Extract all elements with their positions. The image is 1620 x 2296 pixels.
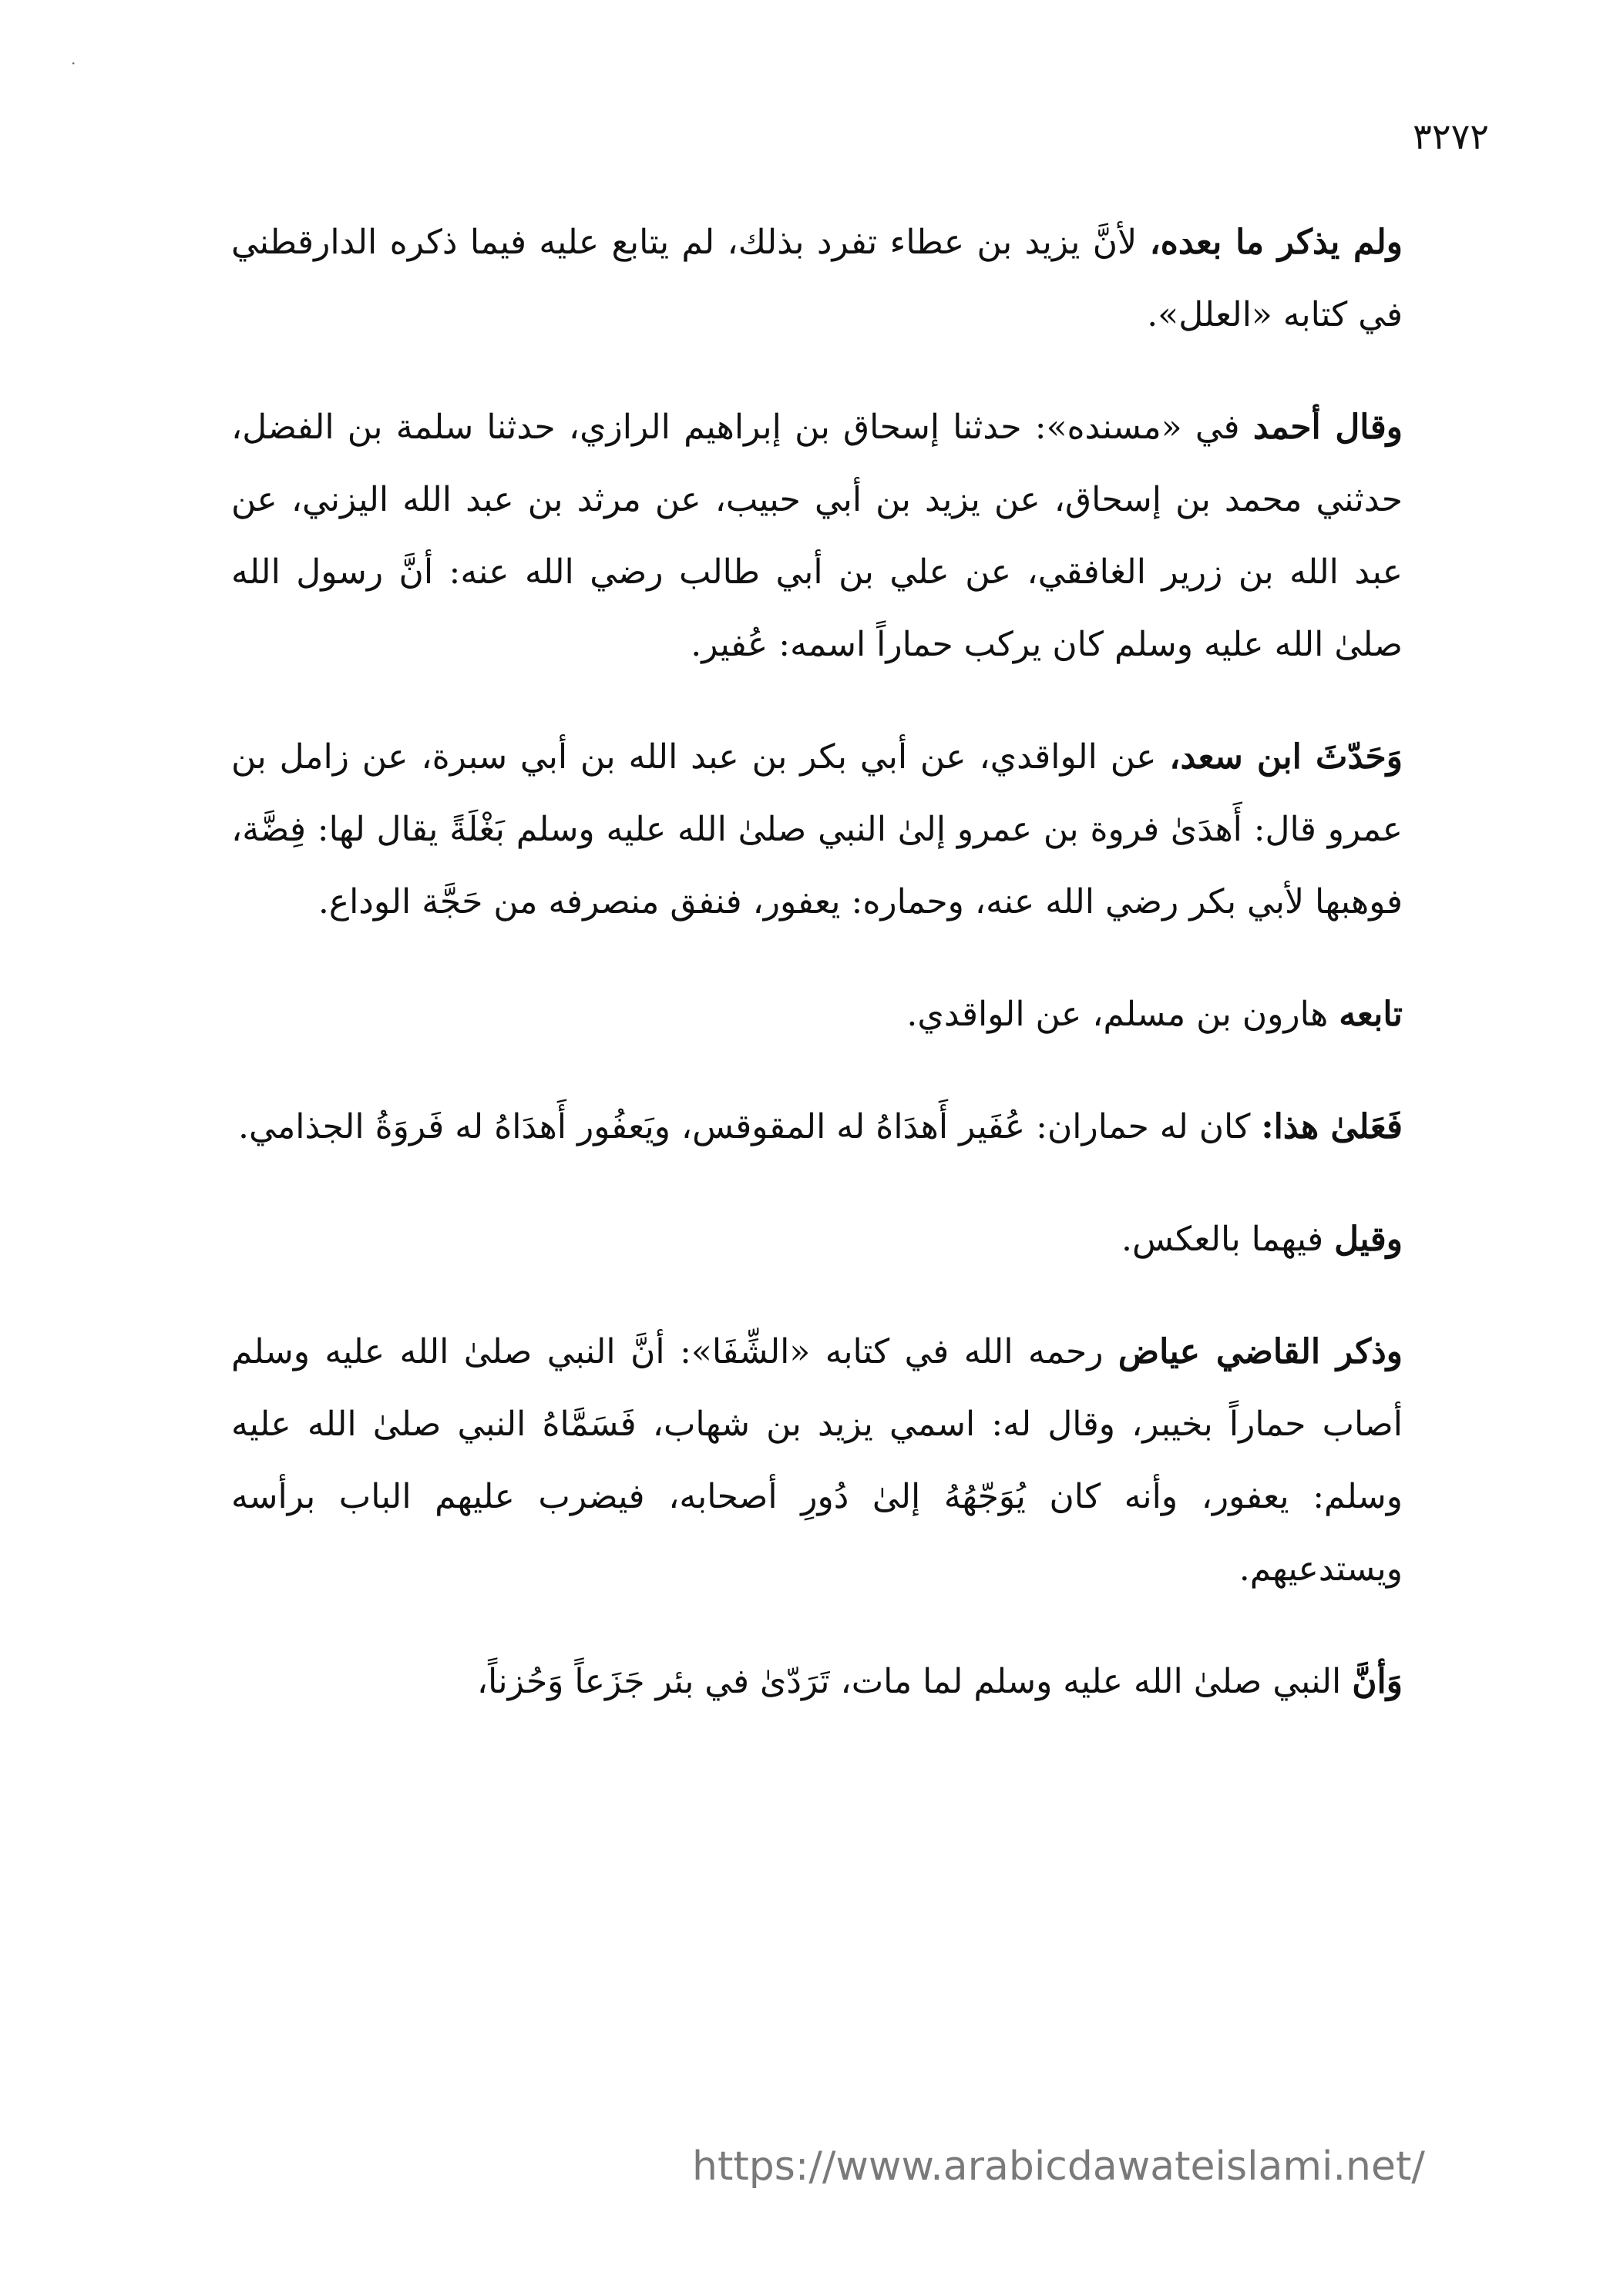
paragraph-text: النبي صلىٰ الله عليه وسلم لما مات، تَرَدّىٰ في بئر جَزَعاً وَحُزناً،	[476, 1662, 1353, 1701]
paragraph-text: رحمه الله في كتابه «الشِّفَا»: أنَّ النبي صلىٰ الله عليه وسلم أصاب حماراً بخيبر، وقال له: اسمي يزيد بن شهاب، فَسَمَّاهُ النبي صلىٰ الله عليه وسلم: يعفور، وأنه كان يُوَجّهُهُ إلىٰ دُورِ أصحابه، فيضرب عليهم الباب برأسه ويستدعيهم.	[231, 1332, 1403, 1589]
paragraph-text: لأنَّ يزيد بن عطاء تفرد بذلك، لم يتابع عليه فيما ذكره الدارقطني في كتابه «العلل».	[231, 223, 1403, 334]
paragraph	[231, 1091, 1403, 1163]
paragraph	[231, 1646, 1403, 1718]
page-body	[231, 206, 1403, 1758]
paragraph-lead: وذكر القاضي عياض	[1118, 1332, 1403, 1371]
paragraph-text: كان له حماران: عُفَير أَهدَاهُ له المقوقس، ويَعفُور أَهدَاهُ له فَروَةُ الجذامي.	[238, 1107, 1262, 1146]
paragraph	[231, 391, 1403, 681]
paragraph-text: في «مسنده»: حدثنا إسحاق بن إبراهيم الرازي، حدثنا سلمة بن الفضل، حدثني محمد بن إسحاق، عن يزيد بن أبي حبيب، عن مرثد بن عبد الله اليزني، عن عبد الله بن زرير الغافقي، عن علي بن أبي طالب رضي الله عنه: أنَّ رسول الله صلىٰ الله عليه وسلم كان يركب حماراً اسمه: عُفير.	[231, 408, 1403, 664]
footer-url: https://www.arabicdawateislami.net/	[692, 2143, 1425, 2190]
paragraph	[231, 206, 1403, 351]
paragraph	[231, 1316, 1403, 1606]
page-number: ٣٢٧٢	[1413, 116, 1489, 157]
paragraph-lead: وَأنَّ	[1352, 1662, 1403, 1701]
paragraph-lead: وَحَدّثَ ابن سعد،	[1169, 737, 1403, 777]
scan-mark: ·	[71, 54, 76, 72]
paragraph-text: فيهما بالعكس.	[1121, 1220, 1335, 1259]
paragraph-lead: تابعه	[1339, 995, 1403, 1034]
paragraph-lead: وقيل	[1334, 1220, 1403, 1259]
paragraph-text: عن الواقدي، عن أبي بكر بن عبد الله بن أبي سبرة، عن زامل بن عمرو قال: أَهدَىٰ فروة بن عمرو إلىٰ النبي صلىٰ الله عليه وسلم بَغْلَةً يقال لها: فِضَّة، فوهبها لأبي بكر رضي الله عنه، وحماره: يعفور، فنفق منصرفه من حَجَّة الوداع.	[231, 737, 1403, 921]
paragraph-text: هارون بن مسلم، عن الواقدي.	[906, 995, 1339, 1034]
paragraph-lead: فَعَلىٰ هذا:	[1261, 1107, 1403, 1146]
paragraph	[231, 1203, 1403, 1276]
paragraph	[231, 721, 1403, 938]
paragraph-lead: ولم يذكر ما بعده،	[1149, 223, 1403, 262]
paragraph-lead: وقال أحمد	[1252, 408, 1403, 447]
paragraph	[231, 978, 1403, 1051]
